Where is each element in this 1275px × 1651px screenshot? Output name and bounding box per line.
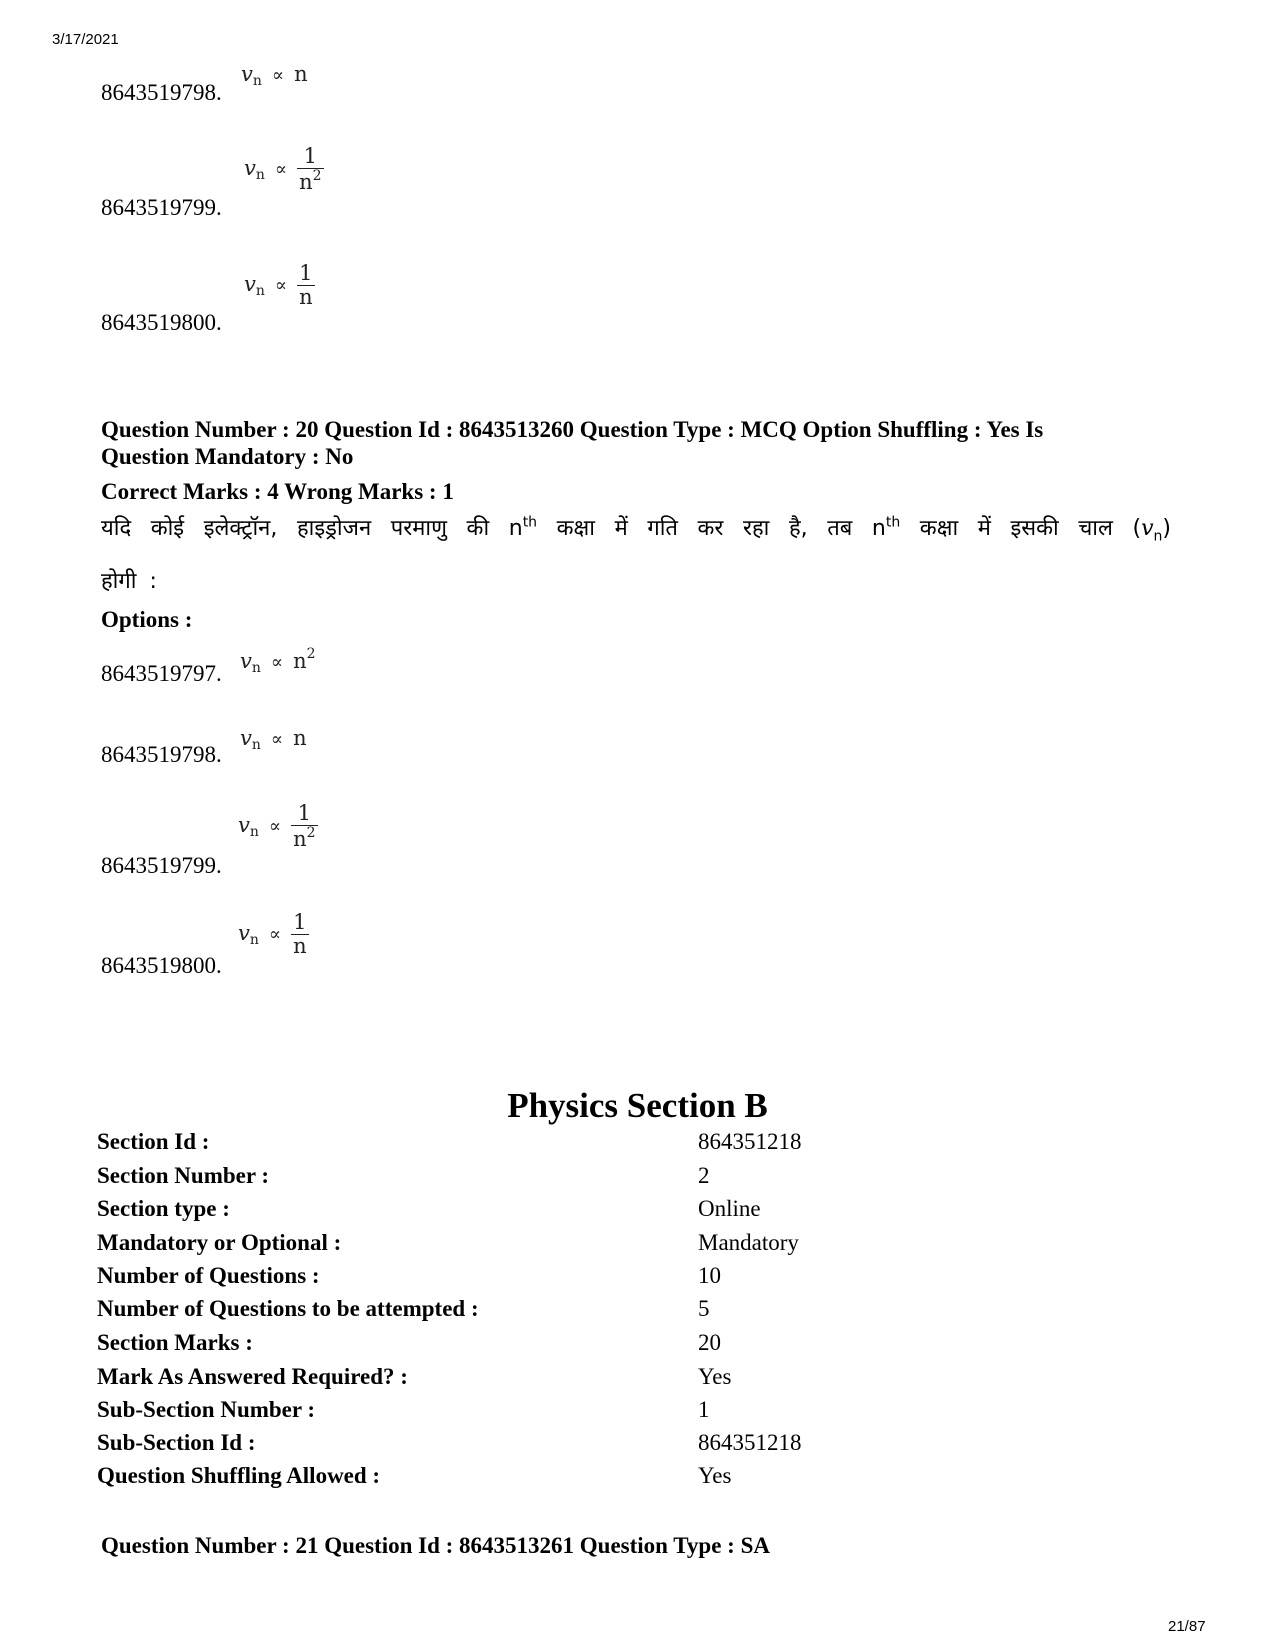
section-row-value: 20 <box>698 1330 721 1355</box>
section-row-label: Number of Questions to be attempted : <box>97 1296 479 1321</box>
section-row-value: 10 <box>698 1263 721 1288</box>
section-row-label: Sub-Section Id : <box>97 1430 256 1455</box>
section-row-value: 5 <box>698 1296 710 1321</box>
section-row-label: Section Id : <box>97 1129 210 1154</box>
section-row-value: Yes <box>698 1463 732 1488</box>
formula-vn-prop-inv-n2: $v_n$ ∝ $\frac{1}{n^2}$ <box>238 801 316 852</box>
section-row-value: Yes <box>698 1364 732 1389</box>
option-id: 8643519799. <box>101 195 222 220</box>
section-row-label: Number of Questions : <box>97 1263 320 1288</box>
option-id: 8643519800. <box>101 953 222 978</box>
section-row-label: Section type : <box>97 1196 230 1221</box>
section-row-label: Section Marks : <box>97 1330 253 1355</box>
formula-vn-prop-n: $v_n \propto n$ <box>241 62 308 89</box>
option-id: 8643519798. <box>101 80 222 105</box>
option-id: 8643519797. <box>101 661 222 686</box>
formula-vn-prop-inv-n: $v_n$ ∝ $\frac{1}{n}$ <box>244 261 313 310</box>
option-id: 8643519799. <box>101 853 222 878</box>
section-row-value: 2 <box>698 1163 710 1188</box>
formula-vn-prop-inv-n: $v_n$ ∝ $\frac{1}{n}$ <box>238 910 307 959</box>
section-row-label: Section Number : <box>97 1163 270 1188</box>
options-label: Options : <box>101 607 193 632</box>
question-20-marks: Correct Marks : 4 Wrong Marks : 1 <box>101 479 454 504</box>
section-row-value: 864351218 <box>698 1129 802 1154</box>
question-20-text-line2: होगी : <box>101 569 157 594</box>
section-row-value: Online <box>698 1196 761 1221</box>
section-row-label: Mark As Answered Required? : <box>97 1364 408 1389</box>
print-date: 3/17/2021 <box>52 31 119 48</box>
section-row-value: Mandatory <box>698 1230 799 1255</box>
section-row-label: Question Shuffling Allowed : <box>97 1463 381 1488</box>
section-title: Physics Section B <box>507 1086 768 1125</box>
formula-vn-prop-inv-n2: $v_n$ ∝ $\frac{1}{n^2}$ <box>244 144 322 195</box>
question-20-text: यदि कोई इलेक्ट्रॉन, हाइड्रोजन परमाणु की $n^{th}$ कक्षा में गति कर रहा है, तब $n^{th}$ कक्षा में इसकी चाल $(v_n)$ <box>101 514 1171 545</box>
section-row-label: Mandatory or Optional : <box>97 1230 342 1255</box>
question-20-meta: Question Number : 20 Question Id : 8643513260 Question Type : MCQ Option Shuffling : Yes Is Question Mandatory : No <box>101 417 1044 469</box>
section-row-label: Sub-Section Number : <box>97 1397 316 1422</box>
page-number: 21/87 <box>1168 1618 1206 1635</box>
formula-vn-prop-n2: $v_n \propto n^2$ <box>240 646 316 676</box>
question-21-meta: Question Number : 21 Question Id : 8643513261 Question Type : SA <box>101 1533 770 1558</box>
option-id: 8643519800. <box>101 310 222 335</box>
section-row-value: 864351218 <box>698 1430 802 1455</box>
section-row-value: 1 <box>698 1397 710 1422</box>
formula-vn-prop-n: $v_n \propto n$ <box>240 726 307 753</box>
option-id: 8643519798. <box>101 742 222 767</box>
